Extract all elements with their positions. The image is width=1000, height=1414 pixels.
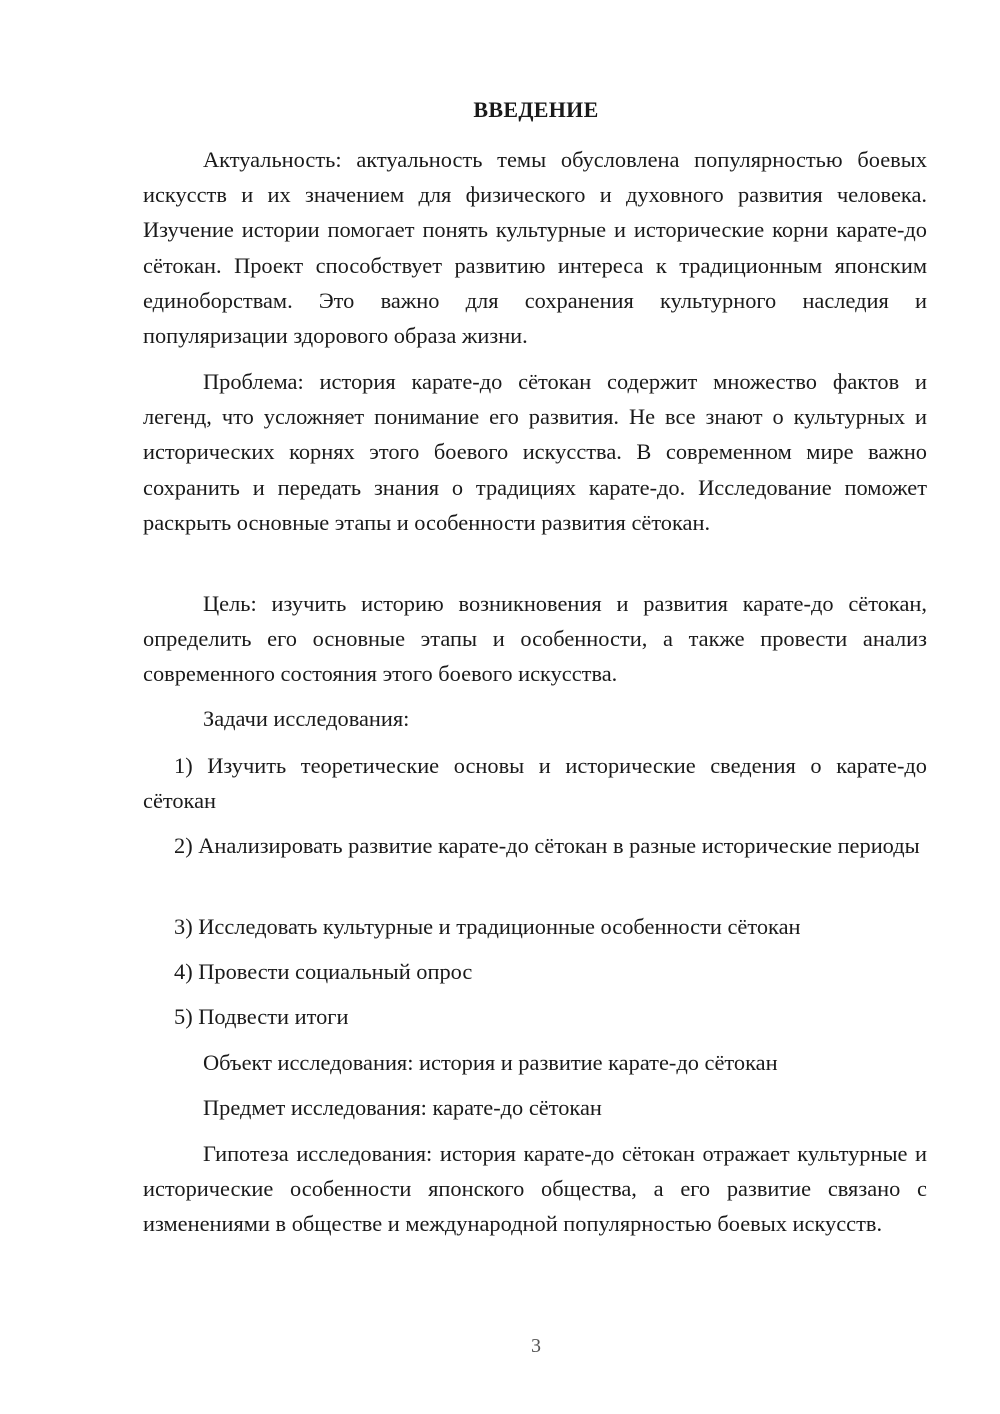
- task-item-4: 4) Провести социальный опрос: [174, 959, 473, 984]
- task-item-2: 2) Анализировать развитие карате-до сётокан в разные исторические периоды: [174, 833, 920, 858]
- tasks-heading: Задачи исследования:: [203, 706, 410, 731]
- goal-paragraph: Цель: изучить историю возникновения и развития карате-до сётокан, определить его основные этапы и особенности, а также провести анализ современного состояния этого боевого искусства.: [143, 591, 927, 687]
- hypothesis-paragraph: Гипотеза исследования: история карате-до сётокан отражает культурные и исторические особенности японского общества, а его развитие связано с изменениями в обществе и международной популярностью боевых искусств.: [143, 1141, 927, 1237]
- task-item-1: 1) Изучить теоретические основы и исторические сведения о карате-до сётокан: [143, 753, 927, 814]
- research-subject: Предмет исследования: карате-до сётокан: [203, 1095, 602, 1120]
- relevance-paragraph: Актуальность: актуальность темы обусловлена популярностью боевых искусств и их значением для физического и духовного развития человека. Изучение истории помогает понять культурные и исторические корни карате-до сётокан. Проект способствует развитию интереса к традиционным японским единоборствам. Это важно для сохранения культурного наследия и популяризации здорового образа жизни.: [143, 147, 927, 349]
- task-item-3: 3) Исследовать культурные и традиционные особенности сётокан: [174, 914, 801, 939]
- problem-paragraph: Проблема: история карате-до сётокан содержит множество фактов и легенд, что усложняет понимание его развития. Не все знают о культурных и исторических корнях этого боевого искусства. В современном мире важно сохранить и передать знания о традициях карате-до. Исследование поможет раскрыть основные этапы и особенности развития сётокан.: [143, 369, 927, 535]
- task-item-5: 5) Подвести итоги: [174, 1004, 349, 1029]
- page-title: ВВЕДЕНИЕ: [473, 97, 599, 122]
- research-object: Объект исследования: история и развитие карате-до сётокан: [203, 1050, 778, 1075]
- page-number: 3: [531, 1335, 541, 1357]
